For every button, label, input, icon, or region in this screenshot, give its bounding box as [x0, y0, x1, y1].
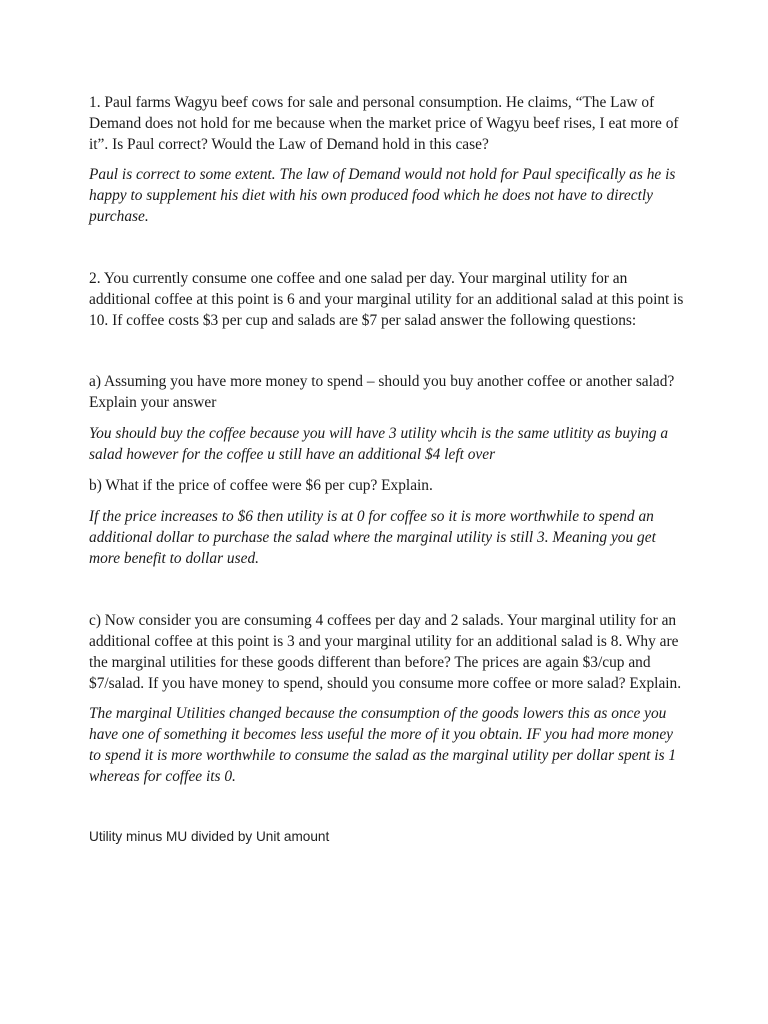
- q2b-answer-line-1: If the price increases to $6 then utility is at 0 for coffee so it is more worthwhile to spend an: [89, 508, 654, 525]
- q2-intro-line-3: 10. If coffee costs $3 per cup and salads are $7 per salad answer the following questions:: [89, 312, 637, 329]
- q2c-answer-line-4: whereas for coffee its 0.: [89, 768, 236, 785]
- q2b-answer-line-3: more benefit to dollar used.: [89, 550, 259, 567]
- q2c-question-line-4: $7/salad. If you have money to spend, should you consume more coffee or more salad? Explain.: [89, 675, 682, 692]
- q1-question-line-3: it”. Is Paul correct? Would the Law of Demand hold in this case?: [89, 136, 489, 153]
- q2c-answer-line-3: to spend it is more worthwhile to consume the salad as the marginal utility per dollar spent is 1: [89, 747, 677, 764]
- q1-question-line-1: 1. Paul farms Wagyu beef cows for sale and personal consumption. He claims, “The Law of: [89, 94, 655, 111]
- q2-intro-line-1: 2. You currently consume one coffee and one salad per day. Your marginal utility for an: [89, 270, 628, 287]
- q1-answer-line-1: Paul is correct to some extent. The law of Demand would not hold for Paul specifically as he is: [89, 166, 676, 183]
- q2c-answer-line-1: The marginal Utilities changed because the consumption of the goods lowers this as once you: [89, 705, 667, 722]
- q2a-question-line-1: a) Assuming you have more money to spend – should you buy another coffee or another salad?: [89, 373, 675, 390]
- q1-question-line-2: Demand does not hold for me because when the market price of Wagyu beef rises, I eat more of: [89, 115, 679, 132]
- q1-answer-line-2: happy to supplement his diet with his own produced food which he does not have to directly: [89, 187, 653, 204]
- q2c-question-line-3: the marginal utilities for these goods different than before? The prices are again $3/cup and: [89, 654, 651, 671]
- note-text: Utility minus MU divided by Unit amount: [89, 829, 330, 844]
- q2c-question-line-2: additional coffee at this point is 3 and your marginal utility for an additional salad is 8. Why are: [89, 633, 679, 650]
- q2c-answer-line-2: have one of something it becomes less useful the more of it you obtain. IF you had more money: [89, 726, 674, 743]
- q1-answer-line-3: purchase.: [89, 208, 149, 225]
- q2b-question-line-1: b) What if the price of coffee were $6 per cup? Explain.: [89, 477, 433, 494]
- q2-intro-line-2: additional coffee at this point is 6 and your marginal utility for an additional salad at this point is: [89, 291, 684, 308]
- q2a-answer-line-2: salad however for the coffee u still have an additional $4 left over: [89, 446, 496, 463]
- q2a-question-line-2: Explain your answer: [89, 394, 217, 411]
- q2b-answer-line-2: additional dollar to purchase the salad where the marginal utility is still 3. Meaning you get: [89, 529, 656, 546]
- q2a-answer-line-1: You should buy the coffee because you will have 3 utility whcih is the same utlitity as buying a: [89, 425, 669, 442]
- q2c-question-line-1: c) Now consider you are consuming 4 coffees per day and 2 salads. Your marginal utility for an: [89, 612, 677, 629]
